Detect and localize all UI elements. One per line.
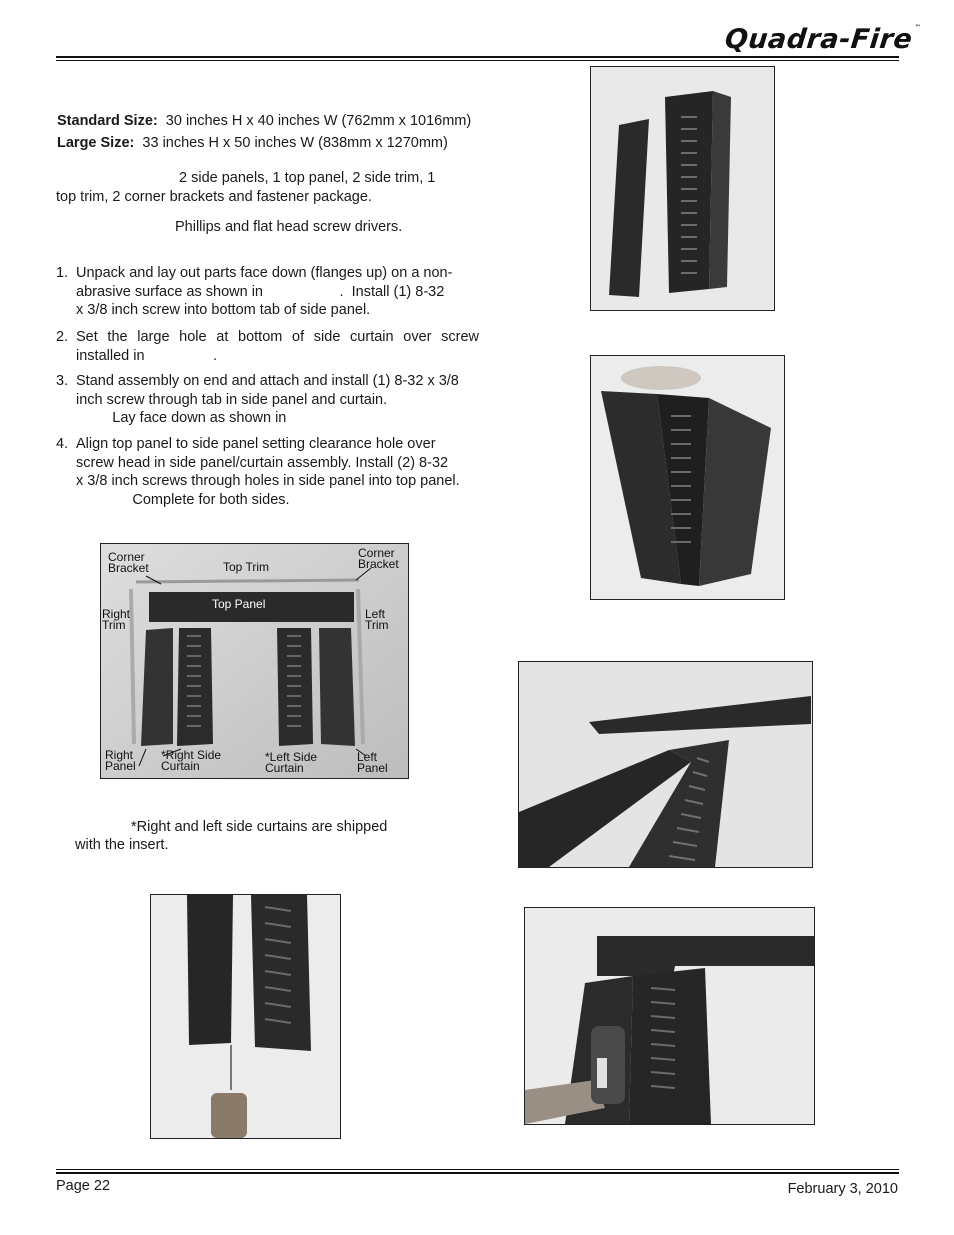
footer-rule	[56, 1172, 899, 1174]
contents-line-1: 2 side panels, 1 top panel, 2 side trim, 1	[179, 170, 436, 186]
parts-layout-illustration	[101, 544, 408, 778]
photo-screw-side-panel	[150, 894, 341, 1139]
header-rule-thin	[56, 60, 899, 61]
footer-date: February 3, 2010	[787, 1181, 898, 1197]
label-left-side-curtain: *Left Side Curtain	[265, 750, 318, 775]
label-right-side-curtain: *Right Side Curtain	[161, 748, 222, 773]
photo-screw-top-panel	[524, 907, 815, 1125]
step-3	[56, 372, 479, 432]
step-line: Lay face down as shown in	[76, 410, 287, 426]
step-line: x 3/8 inch screw into bottom tab of side panel.	[76, 302, 371, 318]
step-line: Align top panel to side panel setting clearance hole over	[76, 436, 436, 452]
step-line: Stand assembly on end and attach and install (1) 8-32 x 3/8	[76, 373, 459, 389]
standard-size-label: Standard Size:	[57, 113, 158, 129]
step-line: x 3/8 inch screws through holes in side panel into top panel.	[76, 473, 460, 489]
large-size-line	[57, 134, 448, 153]
page-number: Page 22	[56, 1178, 111, 1194]
photo-standing-assembly	[590, 355, 785, 600]
step-2	[56, 328, 479, 368]
photo-top-panel-alignment	[518, 661, 813, 868]
step-number: 1.	[56, 265, 69, 281]
step-number: 4.	[56, 436, 69, 452]
tools-text: Phillips and flat head screw drivers.	[175, 219, 403, 235]
footer-rule-thin	[56, 1169, 899, 1170]
step-line: Unpack and lay out parts face down (flanges up) on a non-	[76, 265, 453, 281]
standard-size-line	[57, 112, 471, 131]
large-size-value: 33 inches H x 50 inches W (838mm x 1270mm)	[142, 135, 448, 151]
parts-layout-figure	[100, 543, 409, 779]
step-line: installed in .	[76, 347, 218, 364]
label-top-trim: Top Trim	[223, 560, 270, 574]
brand-logo: Quadra-Fire™	[723, 24, 922, 55]
label-right-panel: Right Panel	[105, 748, 136, 773]
trademark-mark: ™	[914, 24, 922, 31]
label-left-trim: Left Trim	[365, 607, 389, 632]
step-1	[56, 264, 479, 324]
figure-note-line-2: with the insert.	[75, 837, 169, 853]
label-corner-bracket-right: Corner Bracket	[358, 546, 399, 571]
label-corner-bracket-left: Corner Bracket	[108, 550, 149, 575]
standard-size-value: 30 inches H x 40 inches W (762mm x 1016mm)	[165, 113, 472, 129]
photo-panel-and-curtain	[590, 66, 775, 311]
label-left-panel: Left Panel	[357, 750, 388, 775]
large-size-label: Large Size:	[57, 135, 135, 151]
step-line: Set the large hole at bottom of side curtain over screw	[76, 329, 479, 345]
step-line: inch screw through tab in side panel and curtain.	[76, 391, 388, 408]
step-number: 3.	[56, 373, 69, 389]
label-top-panel: Top Panel	[212, 597, 266, 611]
figure-note-line-1: *Right and left side curtains are shipped	[131, 819, 388, 835]
label-right-trim: Right Trim	[102, 607, 131, 632]
step-line: Complete for both sides.	[76, 491, 290, 508]
step-number: 2.	[56, 329, 69, 345]
step-4	[56, 435, 479, 515]
step-line: screw head in side panel/curtain assembly. Install (2) 8-32	[76, 454, 449, 471]
contents-line-2: top trim, 2 corner brackets and fastener package.	[56, 189, 372, 205]
header-rule	[56, 56, 899, 58]
step-line: abrasive surface as shown in . Install (1) 8-32	[76, 283, 445, 300]
